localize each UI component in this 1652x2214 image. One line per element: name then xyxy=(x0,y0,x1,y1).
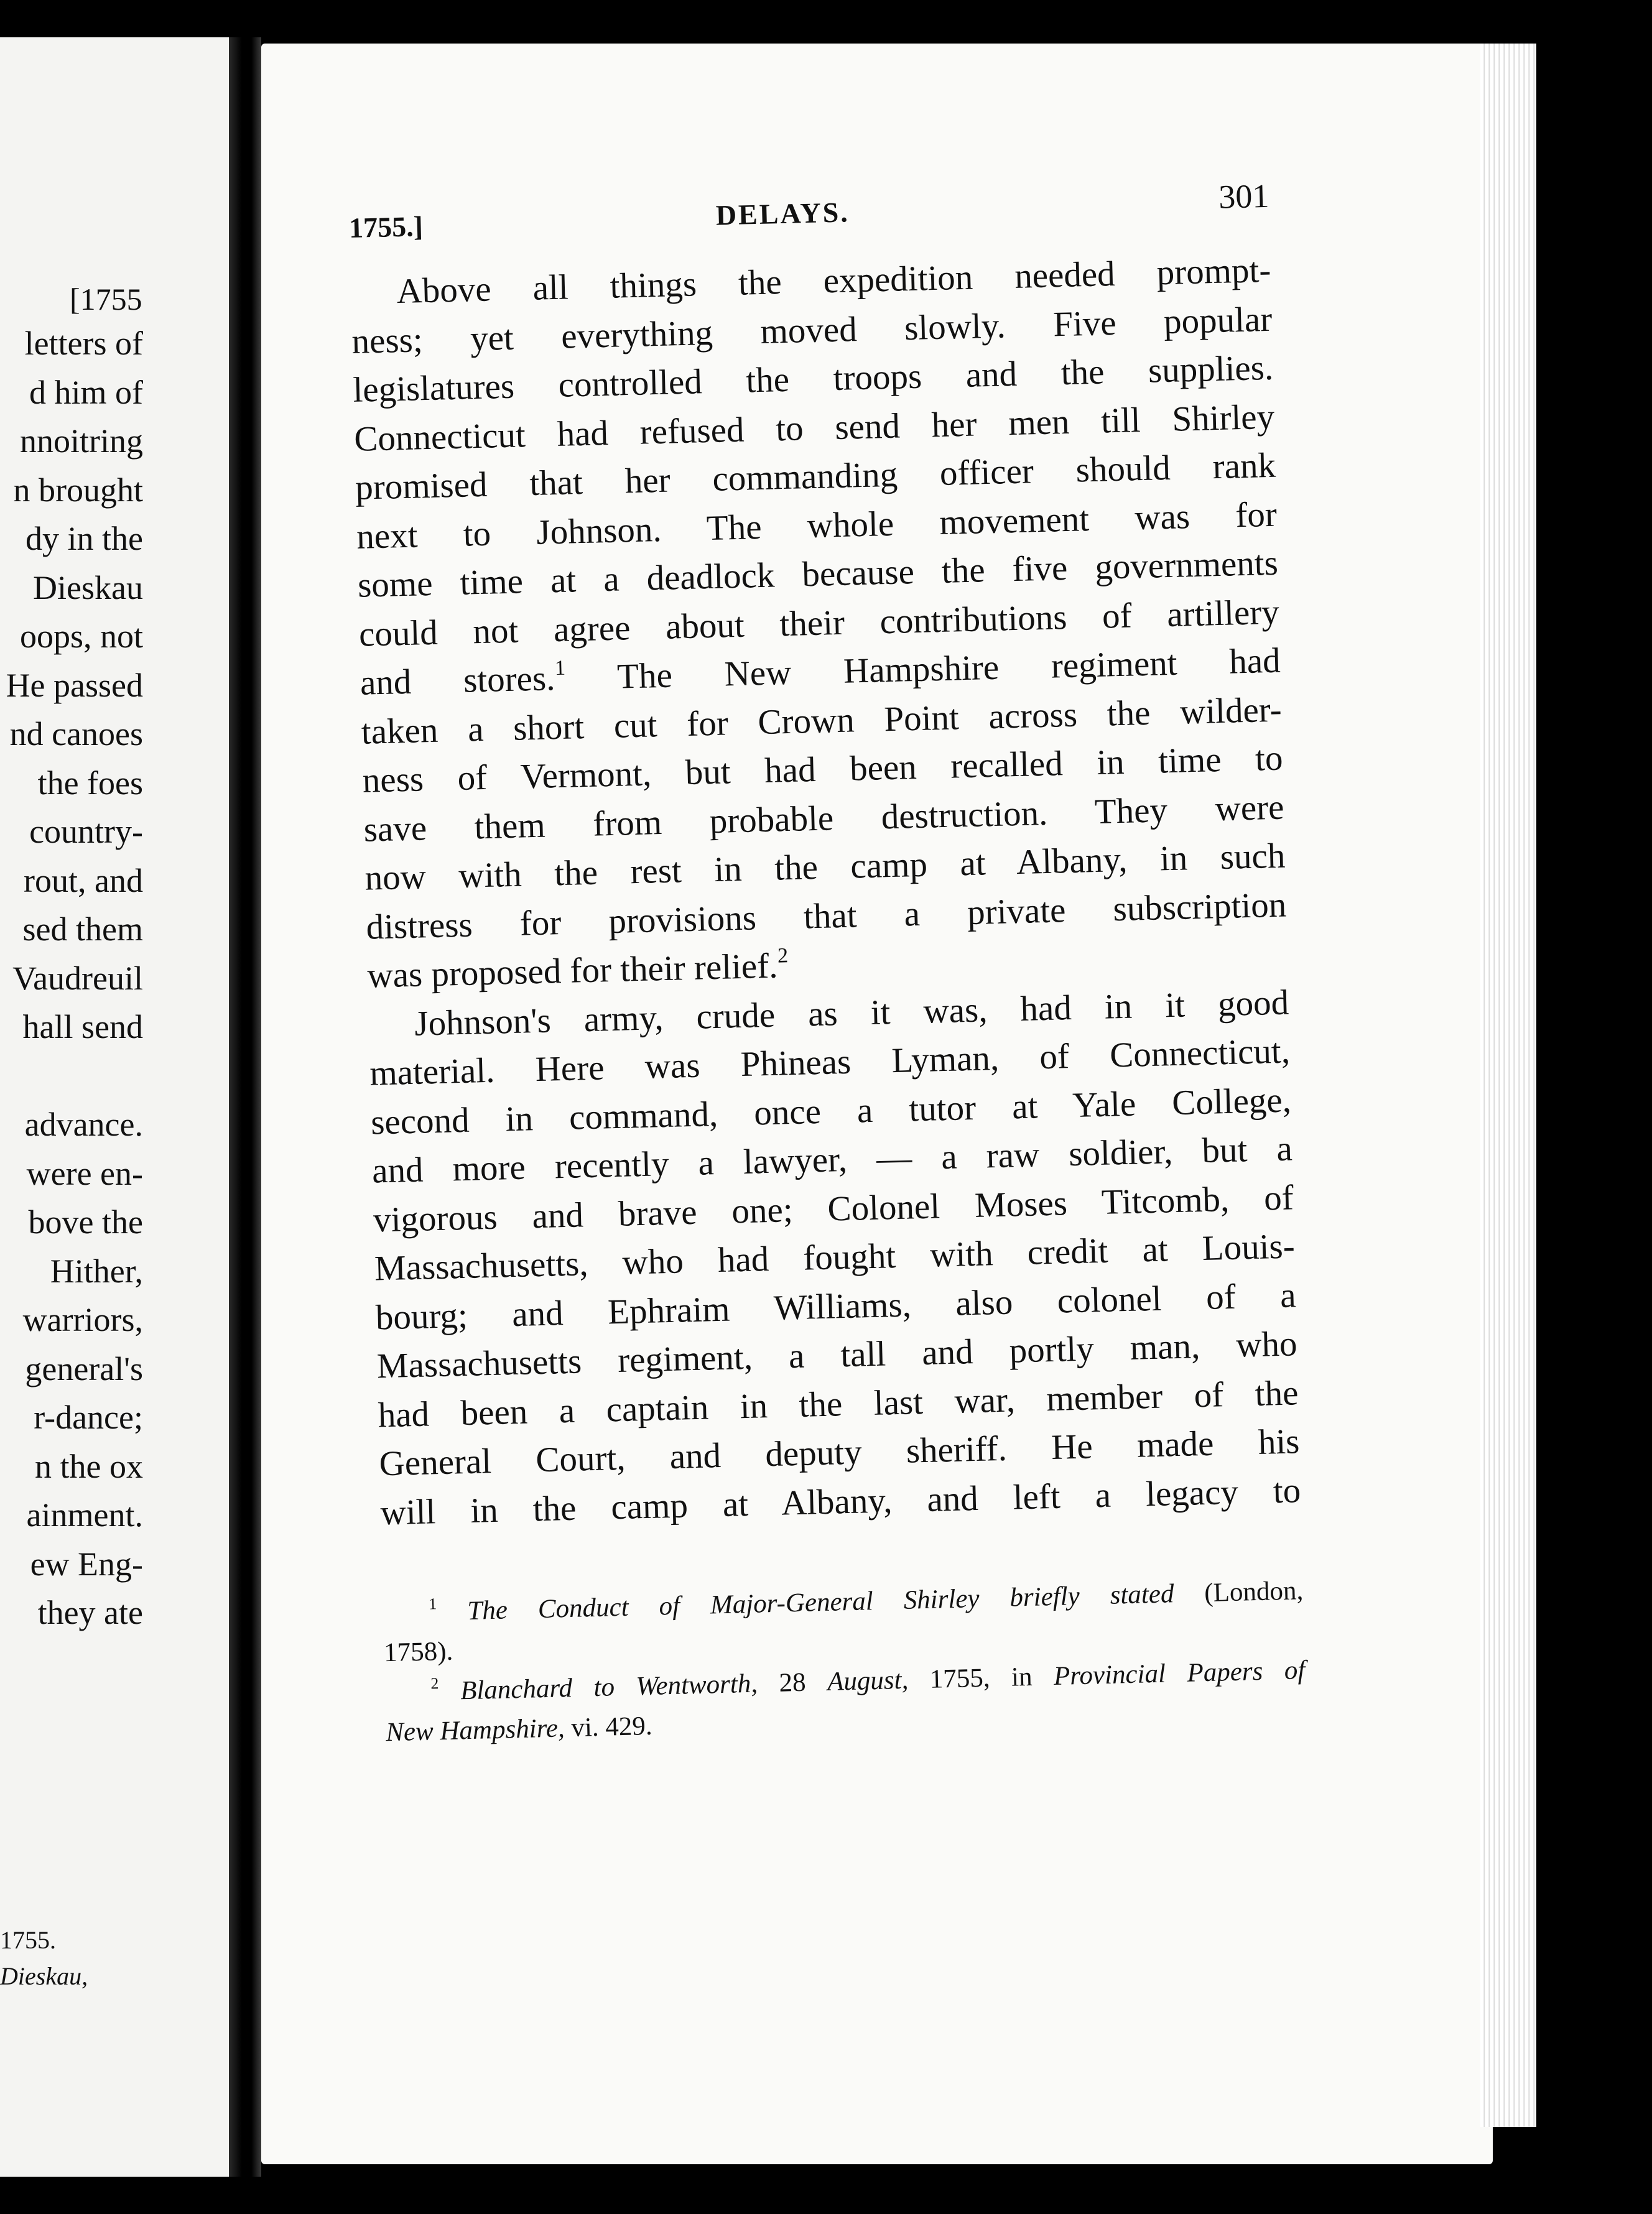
text-line: second in command, once a tutor at Yale College, xyxy=(370,1080,1292,1142)
page-text-block xyxy=(348,177,1307,1753)
text-line: taken a short cut for Crown Point across the wilder- xyxy=(361,690,1283,752)
footnote-text: vi. 429. xyxy=(564,1711,653,1743)
previous-page-text-fragment: n brought xyxy=(13,471,143,509)
page-stack-edges xyxy=(1480,44,1536,2127)
previous-page-text-fragment: sed them xyxy=(22,910,143,948)
previous-page-text-fragment: warriors, xyxy=(22,1301,143,1338)
previous-page-text-fragment: oops, not xyxy=(19,618,143,655)
running-head-title: DELAYS. xyxy=(715,196,850,231)
text-line: will in the camp at Albany, and left a legacy to xyxy=(379,1470,1301,1532)
scan-background xyxy=(1536,44,1652,2214)
previous-page-text-fragment: n the ox xyxy=(35,1447,143,1485)
previous-page-text-fragment: ew Eng- xyxy=(30,1545,143,1583)
previous-page-text-fragment: were en- xyxy=(26,1154,143,1192)
footnote-text: 1755, in xyxy=(907,1662,1054,1695)
footnote-source: Provincial Papers of xyxy=(1053,1656,1306,1691)
previous-page-footnote-fragment: 1755. xyxy=(0,1926,56,1954)
footnote-marker: 2 xyxy=(430,1674,439,1693)
running-head xyxy=(348,177,1269,243)
previous-page-text-fragment: d him of xyxy=(29,373,143,411)
text-line: General Court, and deputy sheriff. He made his xyxy=(378,1422,1301,1484)
text-line: next to Johnson. The whole movement was for xyxy=(356,494,1278,557)
text-line: material. Here was Phineas Lyman, of Connecticut, xyxy=(369,1031,1291,1093)
text-line: legislatures controlled the troops and the supplies. xyxy=(352,348,1274,410)
footnote-title: Blanchard to Wentworth, xyxy=(460,1669,758,1706)
previous-page-text-fragment: dy in the xyxy=(26,520,143,557)
text-line: Massachusetts, who had fought with credit at Louis- xyxy=(374,1226,1296,1289)
previous-page-text-fragment: advance. xyxy=(24,1106,143,1143)
previous-page-text-fragment: He passed xyxy=(6,666,143,704)
previous-page-text-fragment: bove the xyxy=(28,1203,143,1241)
text-line: Connecticut had refused to send her men till Shirley xyxy=(353,397,1275,459)
previous-page-text-fragment: Hither, xyxy=(50,1252,143,1290)
text-line: Johnson's army, crude as it was, had in it good xyxy=(414,982,1289,1044)
text-fragment: The New Hampshire regiment had xyxy=(565,641,1281,698)
body-text xyxy=(350,246,1301,1538)
previous-page-text-fragment: hall send xyxy=(22,1008,143,1045)
text-fragment: was proposed for their relief. xyxy=(366,946,779,996)
previous-page-header-year: [1755 xyxy=(70,282,142,317)
previous-page-text-fragment: the foes xyxy=(37,764,143,802)
text-line: vigorous and brave one; Colonel Moses Titcomb, of xyxy=(373,1177,1294,1240)
footnotes xyxy=(383,1571,1307,1753)
previous-page-text-fragment: Vaudreuil xyxy=(12,959,143,997)
text-line: ness of Vermont, but had been recalled in time to xyxy=(362,738,1284,800)
text-line: promised that her commanding officer should rank xyxy=(355,445,1276,507)
footnote-date: August, xyxy=(827,1665,909,1697)
footnote-text: 28 xyxy=(757,1667,828,1698)
footnote-1-cont: 1758). xyxy=(383,1636,453,1668)
text-line: some time at a deadlock because the five governments xyxy=(357,543,1279,605)
text-line: Massachusetts regiment, a tall and portly man, who xyxy=(376,1324,1298,1386)
previous-page-text-fragment: country- xyxy=(29,813,143,850)
text-line: bourg; and Ephraim Williams, also colonel of a xyxy=(375,1275,1297,1337)
previous-page-text-fragment: letters of xyxy=(24,325,143,362)
previous-page-text-fragment: Dieskau xyxy=(33,568,143,606)
footnote-marker: 1 xyxy=(428,1595,437,1613)
previous-page-text-fragment: ainment. xyxy=(26,1496,143,1534)
text-line: Above all things the expedition needed prompt- xyxy=(396,250,1272,312)
footnote-source: New Hampshire, xyxy=(385,1713,565,1748)
text-line: ness; yet everything moved slowly. Five popular xyxy=(351,299,1273,361)
footnote-title: The Conduct of Major-General Shirley briefly stated xyxy=(466,1579,1174,1626)
footnote-text: (London, xyxy=(1173,1576,1304,1609)
text-fragment: and stores. xyxy=(360,659,556,703)
text-line: could not agree about their contributions of artillery xyxy=(358,592,1280,654)
footnote-reference[interactable]: 1 xyxy=(554,656,566,680)
previous-page-text-fragment: rout, and xyxy=(24,861,143,899)
previous-page-text-fragment: nd canoes xyxy=(9,715,143,753)
running-head-year: 1755.] xyxy=(348,210,424,244)
text-line: and more recently a lawyer, — a raw soldier, but a xyxy=(371,1129,1293,1191)
text-line: distress for provisions that a private subscription xyxy=(365,885,1287,947)
footnote-reference[interactable]: 2 xyxy=(777,944,789,968)
text-line: had been a captain in the last war, member of the xyxy=(378,1373,1299,1435)
page-number: 301 xyxy=(1218,177,1270,216)
text-line: save them from probable destruction. They were xyxy=(363,787,1285,850)
previous-page-footnote-fragment: Dieskau, xyxy=(0,1962,88,1990)
book-page xyxy=(261,44,1493,2164)
previous-page-text-fragment: general's xyxy=(25,1350,143,1387)
previous-page-text-fragment: nnoitring xyxy=(20,422,143,460)
previous-page-fragment xyxy=(0,37,229,2177)
previous-page-text-fragment: r-dance; xyxy=(34,1399,143,1436)
book-gutter xyxy=(229,37,261,2177)
previous-page-text-fragment: they ate xyxy=(37,1594,143,1631)
text-line: now with the rest in the camp at Albany, in such xyxy=(364,836,1286,898)
